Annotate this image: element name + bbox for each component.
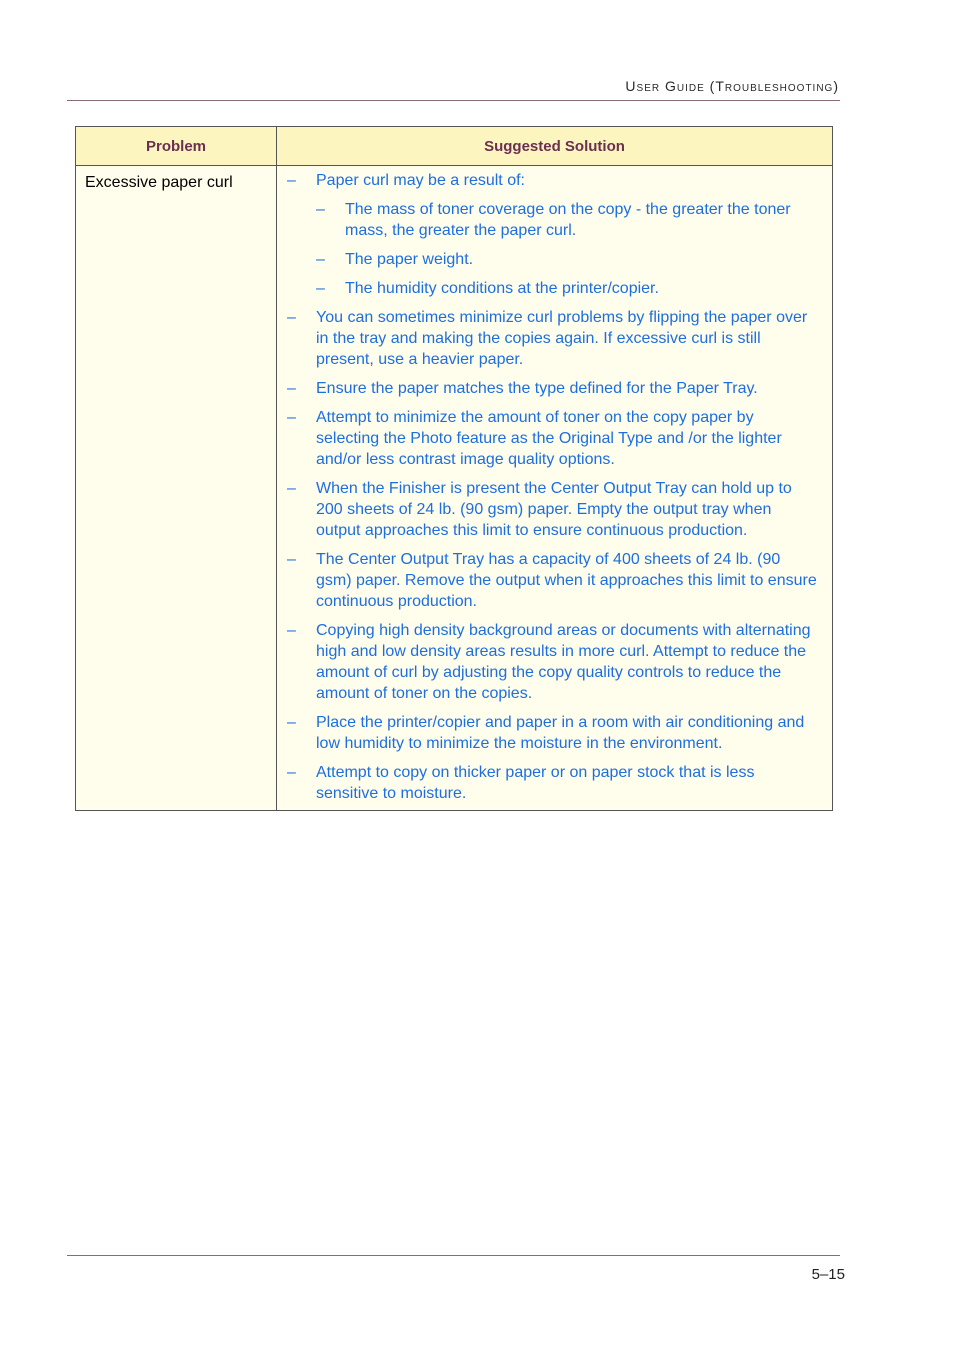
- solution-item: [285, 620, 820, 704]
- dash-bullet: –: [316, 280, 325, 297]
- page-header-title: User Guide (Troubleshooting): [625, 78, 839, 94]
- dash-bullet: –: [287, 380, 296, 397]
- troubleshooting-table: [75, 126, 833, 811]
- table-row: [76, 166, 833, 811]
- solution-item: [285, 478, 820, 541]
- solution-sub-list: [316, 199, 820, 299]
- header-divider: [67, 100, 840, 101]
- solution-text: Paper curl may be a result of:: [316, 172, 525, 189]
- column-header-solution: Suggested Solution: [277, 127, 833, 166]
- dash-bullet: –: [287, 551, 296, 568]
- solution-text: Copying high density background areas or documents with alternating high and low density areas results in more curl. Attempt to reduce the amount of curl by adjusting the copy quality controls to reduce the amount of toner on the copies.: [316, 622, 811, 702]
- solution-item: [285, 712, 820, 754]
- dash-bullet: –: [287, 714, 296, 731]
- solution-list: [285, 170, 820, 804]
- dash-bullet: –: [287, 309, 296, 326]
- footer-divider: [67, 1255, 840, 1256]
- column-header-problem: Problem: [76, 127, 277, 166]
- solution-cell: [277, 166, 833, 811]
- solution-text: The Center Output Tray has a capacity of 400 sheets of 24 lb. (90 gsm) paper. Remove the output when it approaches this limit to ensure continuous production.: [316, 551, 817, 610]
- solution-sub-text: The mass of toner coverage on the copy - the greater the toner mass, the greater the paper curl.: [345, 201, 791, 239]
- table-header-row: [76, 127, 833, 166]
- solution-text: When the Finisher is present the Center Output Tray can hold up to 200 sheets of 24 lb. (90 gsm) paper. Empty the output tray when output approaches this limit to ensure continuous production.: [316, 480, 792, 539]
- dash-bullet: –: [287, 764, 296, 781]
- solution-sub-item: [316, 199, 820, 241]
- solution-sub-text: The paper weight.: [345, 251, 474, 268]
- solution-text: Place the printer/copier and paper in a room with air conditioning and low humidity to minimize the moisture in the environment.: [316, 714, 805, 752]
- dash-bullet: –: [287, 480, 296, 497]
- dash-bullet: –: [316, 251, 325, 268]
- solution-text: You can sometimes minimize curl problems by flipping the paper over in the tray and making the copies again. If excessive curl is still present, use a heavier paper.: [316, 309, 808, 368]
- solution-sub-text: The humidity conditions at the printer/copier.: [345, 280, 659, 297]
- solution-text: Ensure the paper matches the type defined for the Paper Tray.: [316, 380, 758, 397]
- solution-item: [285, 378, 820, 399]
- solution-text: Attempt to minimize the amount of toner on the copy paper by selecting the Photo feature as the Original Type and /or the lighter and/or less contrast image quality options.: [316, 409, 782, 468]
- dash-bullet: –: [287, 409, 296, 426]
- page-number: 5–15: [811, 1266, 845, 1283]
- problem-cell: Excessive paper curl: [76, 166, 277, 811]
- solution-item: [285, 407, 820, 470]
- solution-sub-item: [316, 249, 820, 270]
- solution-item: [285, 170, 820, 299]
- solution-item: [285, 549, 820, 612]
- solution-item: [285, 307, 820, 370]
- dash-bullet: –: [287, 622, 296, 639]
- solution-item: [285, 762, 820, 804]
- dash-bullet: –: [316, 201, 325, 218]
- solution-text: Attempt to copy on thicker paper or on paper stock that is less sensitive to moisture.: [316, 764, 755, 802]
- solution-sub-item: [316, 278, 820, 299]
- dash-bullet: –: [287, 172, 296, 189]
